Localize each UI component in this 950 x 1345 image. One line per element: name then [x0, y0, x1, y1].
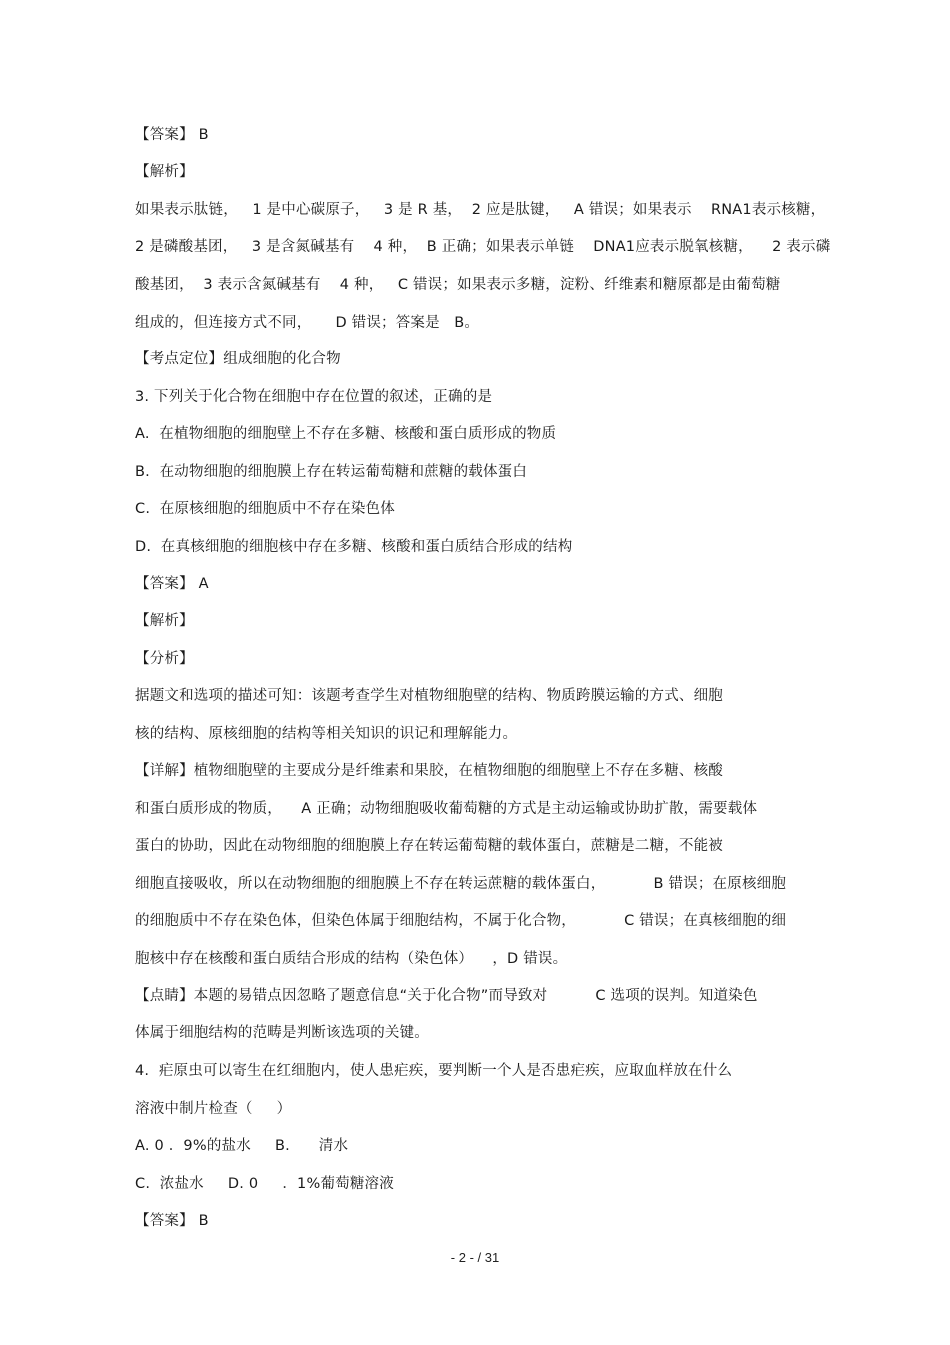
topic-label: 【考点定位】组成细胞的化合物	[135, 351, 341, 367]
paragraph-line: 核的结构、原核细胞的结构等相关知识的识记和理解能力。	[135, 726, 518, 742]
paragraph-line: 的细胞质中不存在染色体，但染色体属于细胞结构，不属于化合物， C 错误；在真核细胞的细	[135, 913, 787, 929]
analysis-label: 【解析】	[135, 164, 194, 180]
paragraph-line: 溶液中制片检查（ ）	[135, 1101, 292, 1117]
paragraph-line: 和蛋白质形成的物质， A 正确；动物细胞吸收葡萄糖的方式是主动运输或协助扩散，需要载体	[135, 801, 758, 817]
paragraph-line: 2 是磷酸基团， 3 是含氮碱基有 4 种， B 正确；如果表示单链 DNA1应表示脱氧核糖， 2 表示磷	[135, 239, 831, 255]
answer-label: 【答案】 B	[135, 127, 209, 143]
option-d: D. 在真核细胞的细胞核中存在多糖、核酸和蛋白质结合形成的结构	[135, 539, 573, 555]
page-number: - 2 - / 31	[450, 1250, 500, 1265]
question-3: 3. 下列关于化合物在细胞中存在位置的叙述，正确的是	[135, 389, 493, 405]
analysis-sub-label: 【分析】	[135, 651, 194, 667]
detail-line: 【详解】植物细胞壁的主要成分是纤维素和果胶，在植物细胞的细胞壁上不存在多糖、核酸	[135, 763, 723, 779]
paragraph-line: 胞核中存在核酸和蛋白质结合形成的结构（染色体） ，D 错误。	[135, 951, 568, 967]
paragraph-line: 据题文和选项的描述可知：该题考查学生对植物细胞壁的结构、物质跨膜运输的方式、细胞	[135, 688, 723, 704]
option-b: B. 在动物细胞的细胞膜上存在转运葡萄糖和蔗糖的载体蛋白	[135, 464, 528, 480]
paragraph-line: 组成的，但连接方式不同， D 错误；答案是 B。	[135, 315, 480, 331]
answer-label: 【答案】 A	[135, 576, 209, 592]
question-4: 4. 疟原虫可以寄生在红细胞内，使人患疟疾，要判断一个人是否患疟疾，应取血样放在什么	[135, 1063, 733, 1079]
tip-line: 【点睛】本题的易错点因忽略了题意信息“关于化合物”而导致对 C 选项的误判。知道染色	[135, 988, 758, 1004]
paragraph-line: 酸基团， 3 表示含氮碱基有 4 种， C 错误；如果表示多糖，淀粉、纤维素和糖原都是由葡萄糖	[135, 277, 781, 293]
analysis-label: 【解析】	[135, 613, 194, 629]
paragraph-line: 蛋白的协助，因此在动物细胞的细胞膜上存在转运葡萄糖的载体蛋白，蔗糖是二糖，不能被	[135, 838, 723, 854]
answer-label: 【答案】 B	[135, 1213, 209, 1229]
paragraph-line: 体属于细胞结构的范畴是判断该选项的关键。	[135, 1025, 429, 1041]
paragraph-line: 细胞直接吸收，所以在动物细胞的细胞膜上不存在转运蔗糖的载体蛋白， B 错误；在原核细胞	[135, 876, 787, 892]
option-a: A. 在植物细胞的细胞壁上不存在多糖、核酸和蛋白质形成的物质	[135, 426, 557, 442]
option-row-cd: C. 浓盐水 D. 0 ．1%葡萄糖溶液	[135, 1176, 394, 1192]
option-row-ab: A. 0 ．9%的盐水 B. 清水	[135, 1138, 349, 1154]
paragraph-line: 如果表示肽链， 1 是中心碳原子， 3 是 R 基， 2 应是肽键， A 错误；如果表示 RNA1表示核糖，	[135, 202, 826, 218]
option-c: C. 在原核细胞的细胞质中不存在染色体	[135, 501, 395, 517]
